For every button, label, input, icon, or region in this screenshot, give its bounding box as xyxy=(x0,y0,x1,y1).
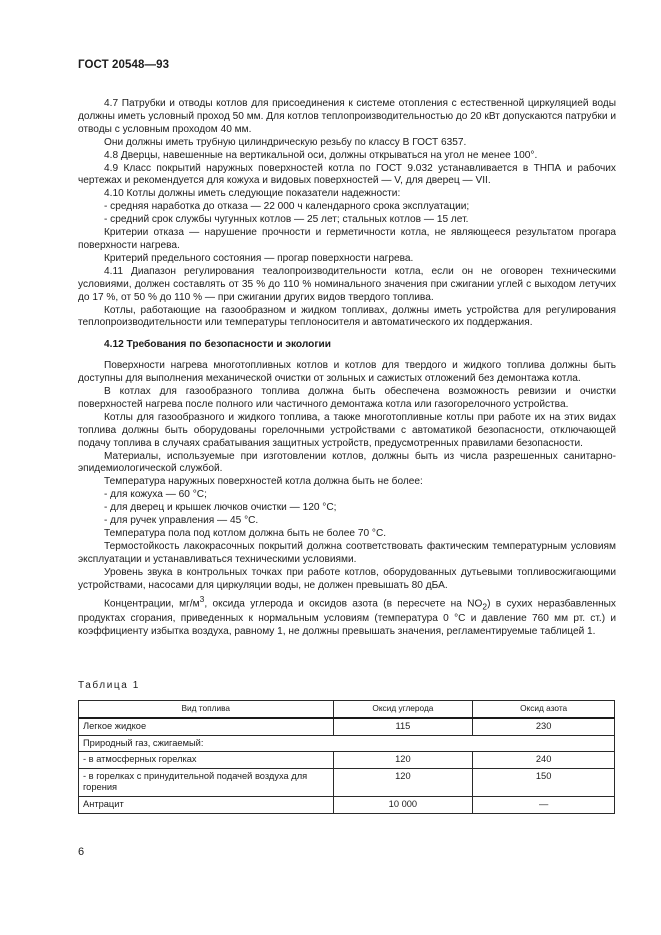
paragraph-4-7: 4.7 Патрубки и отводы котлов для присоединения к системе отопления с естественной циркуляцией воды должны иметь условный проход 50 мм. Для котлов теплопроизводительностью до 20 кВт допускаются патрубки и отводы с условным проходом 40 мм. xyxy=(78,98,616,135)
paragraph-thread: Они должны иметь трубную цилиндрическую резьбу по классу В ГОСТ 6357. xyxy=(104,136,467,148)
table-cell: Антрацит xyxy=(79,796,334,813)
table-cell: - в горелках с принудительной подачей воздуха для горения xyxy=(79,768,334,796)
list-item: - для кожуха — 60 °С; xyxy=(104,489,207,501)
paragraph-floor-temperature: Температура пола под котлом должна быть не более 70 °С. xyxy=(104,528,387,539)
table-row xyxy=(79,735,615,752)
table-cell: 240 xyxy=(473,752,615,769)
paragraph-failure-criteria: Критерии отказа — нарушение прочности и герметичности котла, не являющееся результатом прогара поверхности нагрева. xyxy=(78,227,616,251)
paragraph-gas-boilers: В котлах для газообразного топлива должна быть обеспечена возможность ревизии и очистки поверхностей нагрева после полного или частичного демонтажа котла или газогорелочного устройства. xyxy=(78,386,616,410)
table-row xyxy=(79,718,615,735)
document-header: ГОСТ 20548—93 xyxy=(78,59,170,71)
table-row xyxy=(79,796,615,813)
paragraph-limit-state: Критерий предельного состояния — прогар поверхности нагрева. xyxy=(104,252,414,264)
subscript: 2 xyxy=(482,600,488,611)
paragraph-heating-surfaces: Поверхности нагрева многотопливных котлов и котлов для твердого и жидкого топлива должны быть доступны для выполнения механической очистки от зольных и сажистых отложений без демонтажа котла. xyxy=(78,360,616,385)
table-header-row xyxy=(79,701,615,719)
table-cell: 230 xyxy=(473,718,615,735)
paragraph-4-10: 4.10 Котлы должны иметь следующие показатели надежности: xyxy=(104,188,401,200)
emissions-table xyxy=(78,700,615,814)
table-cell: 150 xyxy=(473,768,615,796)
table-cell: Легкое жидкое xyxy=(79,718,334,735)
column-header: Вид топлива xyxy=(79,701,334,719)
paragraph-burners: Котлы для газообразного и жидкого топлива, а также многотопливные котлы при работе их на этих видах топлива должны быть оборудованы горелочными устройствами с автоматикой безопасности, отключающей подачу топлива в случаях срабатывания защитных устройств, предусмотренных правилами безопасности. xyxy=(78,411,616,449)
paragraph-coating: Термостойкость лакокрасочных покрытий должна соответствовать фактическим температурным условиям эксплуатации и устанавливаться техническими условиями. xyxy=(78,540,616,565)
table-cell: 115 xyxy=(333,718,473,735)
table-cell: 10 000 xyxy=(333,796,473,813)
list-item: - для дверец и крышек лючков очистки — 120 °С; xyxy=(104,502,337,514)
paragraph-4-9: 4.9 Класс покрытий наружных поверхностей котла по ГОСТ 9.032 устанавливается в ТНПА и рабочих чертежах и рекомендуется для кожуха и видовых поверхностей — V, для дверец — VII. xyxy=(78,162,616,187)
column-header: Оксид азота xyxy=(473,701,615,719)
column-header: Оксид углерода xyxy=(333,701,473,719)
paragraph-4-11: 4.11 Диапазон регулирования теалопроизводительности котла, если он не оговорен техническими условиями, должен составлять от 35 % до 110 % номинального значения при сжигании углей с выходом летучих до 17 %, от 50 % до 110 % — при сжигании других видов твердого топлива. xyxy=(78,265,616,303)
list-item: - средний срок службы чугунных котлов — 25 лет; стальных котлов — 15 лет. xyxy=(104,214,469,226)
concentration-text-3: ) в сухих неразбавленных продуктах сгорания, приведенных к нормальным условиям (температура 0 °С и давление 760 мм рт. ст.) и коэффициенту избытка воздуха, равному 1, не должны превышать значения, регламентируемые таблицей 1. xyxy=(78,597,616,637)
paragraph-materials: Материалы, используемые при изготовлении котлов, должны быть из числа разрешенных санитарно-эпидемиологической службой. xyxy=(78,450,616,475)
list-item: - средняя наработка до отказа — 22 000 ч календарного срока эксплуатации; xyxy=(104,201,470,213)
paragraph-temperature-intro: Температура наружных поверхностей котла должна быть не более: xyxy=(104,476,423,488)
list-item: - для ручек управления — 45 °С. xyxy=(104,515,259,527)
paragraph-4-8: 4.8 Дверцы, навешенные на вертикальной оси, должны открываться на угол не менее 100°. xyxy=(104,149,538,161)
paragraph-concentration xyxy=(78,593,616,639)
table-cell: — xyxy=(473,796,615,813)
page-number: 6 xyxy=(78,846,85,858)
paragraph-noise: Уровень звука в контрольных точках при работе котлов, оборудованных дутьевыми топливосжигающими устройствами, насосами для циркуляции воды, не должен превышать 80 дБА. xyxy=(78,566,616,591)
table-row xyxy=(79,752,615,769)
table-cell: 120 xyxy=(333,752,473,769)
table-cell: Природный газ, сжигаемый: xyxy=(79,735,615,752)
superscript: 3 xyxy=(199,593,205,604)
table-caption: Таблица 1 xyxy=(78,680,140,691)
table-cell: - в атмосферных горелках xyxy=(79,752,334,769)
section-heading-4-12: 4.12 Требования по безопасности и экологии xyxy=(104,339,331,351)
table-cell: 120 xyxy=(333,768,473,796)
concentration-text-2: , оксида углерода и оксидов азота (в пересчете на NO xyxy=(204,597,483,609)
document-body xyxy=(78,98,616,639)
paragraph-regulation: Котлы, работающие на газообразном и жидком топливах, должны иметь устройства для регулирования теплопроизводительности или температуры теплоносителя и автоматического их поддержания. xyxy=(78,304,616,329)
table-row xyxy=(79,768,615,796)
concentration-text-1: Концентрации, мг/м xyxy=(104,597,200,609)
